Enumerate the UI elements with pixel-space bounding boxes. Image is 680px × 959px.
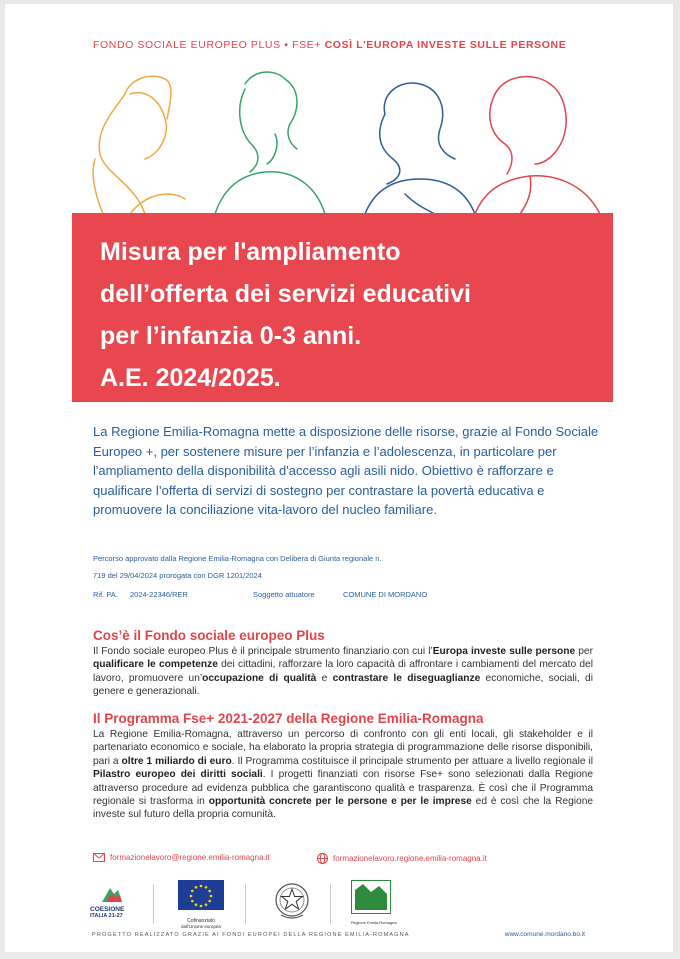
globe-icon (317, 853, 328, 864)
bold-run: Europa investe sulle persone (432, 646, 576, 657)
text-run: La Regione Emilia-Romagna, attraverso un percorso di confronto con gli enti locali, gli stakeholder e il partenariato economico e sociale, ha elaborato la propria strategia di programmazione delle risorse disponibili, pari a (93, 729, 593, 767)
italian-republic-emblem (273, 881, 311, 926)
rif-pa-value: 2024-22346/RER (130, 590, 188, 599)
header-slogan: COSÌ L'EUROPA INVESTE SULLE PERSONE (324, 39, 567, 51)
program-name: FONDO SOCIALE EUROPEO PLUS (93, 39, 281, 51)
text-run: per (575, 646, 593, 657)
footer-credit: PROGETTO REALIZZATO GRAZIE AI FONDI EUROPEI DELLA REGIONE EMILIA-ROMAGNA (92, 932, 410, 938)
person-red-outline (475, 77, 600, 214)
title-line-4: A.E. 2024/2025. (100, 364, 281, 392)
regione-er-logo (351, 880, 397, 925)
section-fse-body (93, 645, 593, 699)
person-orange-outline (93, 76, 185, 214)
text-run: e (316, 672, 333, 684)
coesione-text-2: ITALIA 21-27 (90, 913, 123, 919)
text-run: Il Fondo sociale europeo Plus è il principale strumento finanziario con cui l’ (93, 646, 433, 657)
text-run: ed è così che la Regione investe sul futuro della propria comunità. (93, 796, 594, 821)
text-run: economiche, sociali, di genere e generazionali. (93, 672, 593, 698)
bold-run: occupazione di qualità (202, 672, 317, 684)
coesione-arrow-icon (100, 884, 124, 904)
bold-run: qualificare le competenze (93, 659, 218, 671)
people-line-illustration (75, 64, 615, 216)
logo-divider (330, 884, 331, 924)
title-line-3: per l’infanzia 0-3 anni. (100, 322, 362, 350)
bold-run: contrastare le diseguaglianze (332, 672, 481, 684)
section-fse-title: Cos’è il Fondo sociale europeo Plus (93, 628, 325, 643)
header-separator: ▪ (284, 39, 289, 51)
regione-green-icon (351, 880, 391, 914)
logo-strip (5, 880, 673, 930)
section-program-body (93, 728, 593, 822)
bold-run: opportunità concrete per le persone e per le imprese (208, 796, 472, 808)
text-run: . I progetti finanziati con risorse Fse+ sono selezionati dalla Regione attraverso procedure ad evidenza pubblica che garantiscono qualità e trasparenza. È così che il Programma regionale si trasforma in (93, 769, 593, 808)
bold-run: Pilastro europeo dei diritti sociali (93, 769, 263, 781)
eu-caption-2: dall'Unione europea (181, 924, 221, 929)
star-emblem-icon (273, 881, 311, 921)
intro-paragraph: La Regione Emilia-Romagna mette a disposizione delle risorse, grazie al Fondo Sociale Europeo +, per sostenere misure per l’infanzia e l’adolescenza, in particolare per l'ampliamento della disponibilità d'accesso agli asili nido. Obiettivo è rafforzare e qualificare l’offerta di servizi di sostegno per contrastare la povertà educativa e promuovere la conciliazione vita-lavoro del nucleo familiare. (93, 424, 599, 517)
approval-line-1: Percorso approvato dalla Regione Emilia-Romagna con Delibera di Giunta regionale n. (93, 554, 382, 563)
web-link[interactable]: formazionelavoro.regione.emilia-romagna.it (333, 854, 487, 863)
poster-page (5, 4, 673, 952)
logo-divider (245, 884, 246, 924)
email-contact[interactable] (93, 853, 270, 862)
coesione-text-1: COESIONE (90, 906, 125, 913)
approval-line-2: 719 del 29/04/2024 prorogata con DGR 1201/2024 (93, 571, 262, 580)
eu-caption-1: Cofinanziato (187, 918, 215, 924)
coesione-italia-logo (90, 884, 138, 928)
section-program-title: Il Programma Fse+ 2021-2027 della Regione Emilia-Romagna (93, 711, 484, 726)
text-run: dei cittadini, rafforzare la loro capacità di affrontare i cambiamenti del mercato del lavoro, promuovere un’ (93, 659, 593, 684)
logo-divider (153, 884, 154, 924)
comune-website-link[interactable]: www.comune.mordano.bo.it (504, 931, 585, 938)
email-link[interactable]: formazionelavoro@regione.emilia-romagna.it (110, 853, 270, 862)
bold-run: oltre 1 miliardo di euro (121, 755, 232, 767)
title-banner (72, 213, 613, 402)
title-line-1: Misura per l'ampliamento (100, 238, 401, 266)
text-run: . Il Programma costituisce il principale strumento per attuare a livello regionale il (231, 755, 593, 767)
regione-caption: Regione Emilia-Romagna (351, 920, 397, 925)
soggetto-value: COMUNE DI MORDANO (343, 590, 428, 599)
eu-flag-logo (178, 880, 224, 929)
fse-label: FSE+ (292, 39, 322, 51)
soggetto-label: Soggetto attuatore (253, 590, 315, 599)
rif-pa-label: Rif. PA. (93, 590, 118, 599)
person-blue-outline (365, 83, 475, 214)
title-line-2: dell’offerta dei servizi educativi (100, 280, 471, 308)
person-green-outline (215, 72, 325, 214)
web-contact[interactable] (317, 853, 487, 864)
eu-flag-icon (178, 880, 224, 910)
header-line (93, 39, 566, 51)
envelope-icon (93, 853, 105, 862)
